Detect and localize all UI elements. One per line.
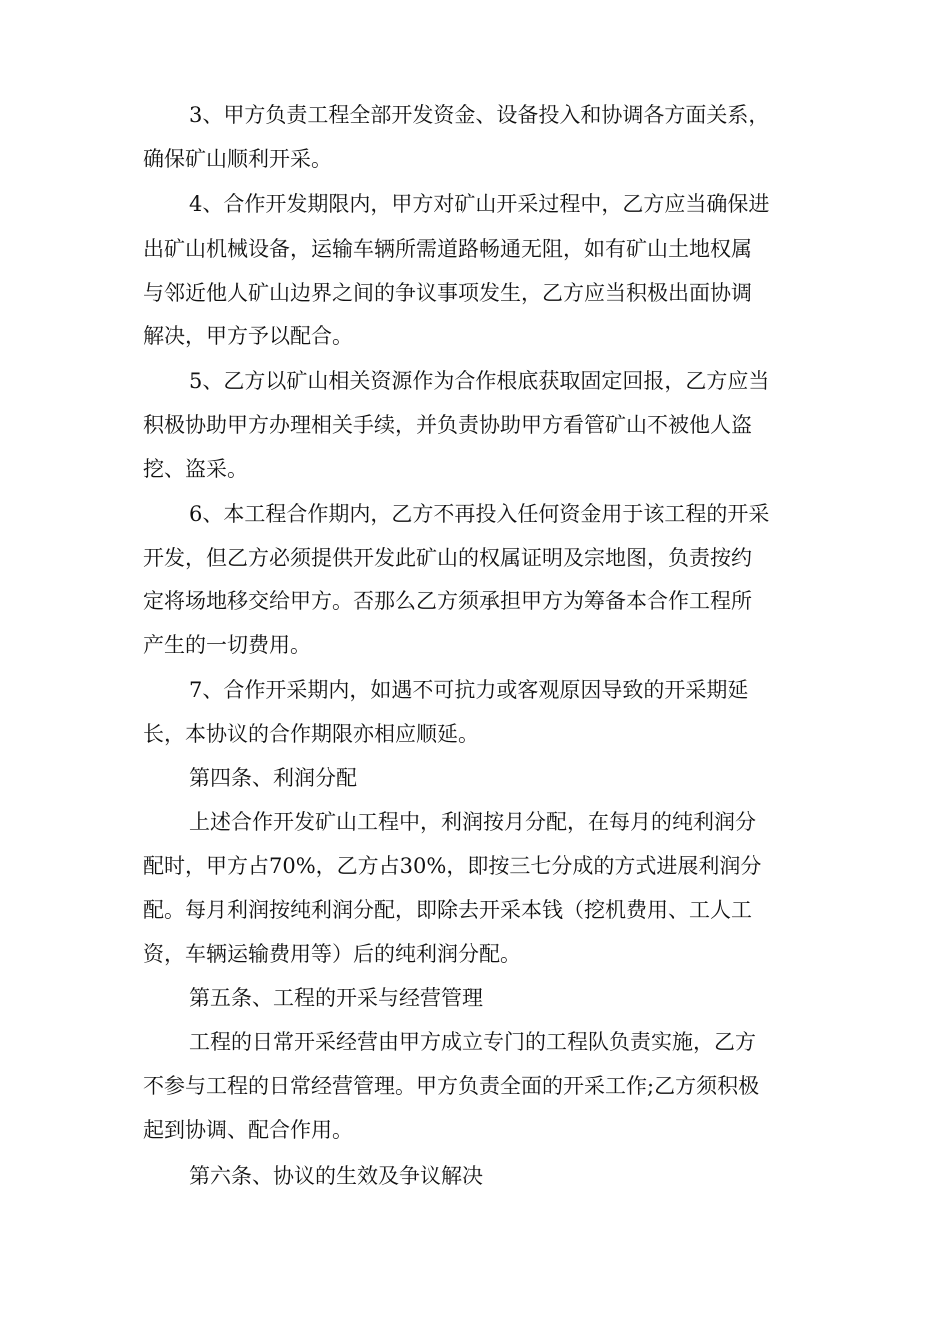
article-4-heading: 第四条、利润分配	[189, 766, 357, 790]
profit-paragraph-line-4: 资，车辆运输费用等）后的纯利润分配。	[143, 942, 521, 966]
paragraph-4-line-1: 4、合作开发期限内，甲方对矿山开采过程中，乙方应当确保进	[189, 192, 770, 216]
paragraph-5-line-3: 挖、盗采。	[143, 457, 248, 481]
management-paragraph-line-3: 起到协调、配合作用。	[143, 1118, 353, 1142]
paragraph-4-line-2: 出矿山机械设备，运输车辆所需道路畅通无阻，如有矿山土地权属	[143, 237, 752, 261]
profit-paragraph-line-1: 上述合作开发矿山工程中，利润按月分配，在每月的纯利润分	[189, 810, 756, 834]
paragraph-5-line-1: 5、乙方以矿山相关资源作为合作根底获取固定回报，乙方应当	[189, 369, 770, 393]
paragraph-3-line-2: 确保矿山顺利开采。	[143, 147, 332, 171]
paragraph-3-line-1: 3、甲方负责工程全部开发资金、设备投入和协调各方面关系，	[189, 103, 770, 127]
paragraph-5-line-2: 积极协助甲方办理相关手续，并负责协助甲方看管矿山不被他人盗	[143, 413, 752, 437]
paragraph-4-line-4: 解决，甲方予以配合。	[143, 324, 353, 348]
paragraph-6-line-3: 定将场地移交给甲方。否那么乙方须承担甲方为筹备本合作工程所	[143, 589, 752, 613]
paragraph-7-line-1: 7、合作开采期内，如遇不可抗力或客观原因导致的开采期延	[189, 678, 749, 702]
article-5-heading: 第五条、工程的开采与经营管理	[189, 986, 483, 1010]
management-paragraph-line-1: 工程的日常开采经营由甲方成立专门的工程队负责实施，乙方	[189, 1030, 756, 1054]
paragraph-6-line-2: 开发，但乙方必须提供开发此矿山的权属证明及宗地图，负责按约	[143, 546, 752, 570]
paragraph-6-line-4: 产生的一切费用。	[143, 633, 311, 657]
management-paragraph-line-2: 不参与工程的日常经营管理。甲方负责全面的开采工作;乙方须积极	[143, 1074, 760, 1098]
profit-paragraph-line-2: 配时，甲方占70%，乙方占30%，即按三七分成的方式进展利润分	[143, 854, 762, 878]
article-6-heading: 第六条、协议的生效及争议解决	[189, 1164, 483, 1188]
paragraph-7-line-2: 长，本协议的合作期限亦相应顺延。	[143, 722, 479, 746]
profit-paragraph-line-3: 配。每月利润按纯利润分配，即除去开采本钱（挖机费用、工人工	[143, 898, 752, 922]
paragraph-4-line-3: 与邻近他人矿山边界之间的争议事项发生，乙方应当积极出面协调	[143, 281, 752, 305]
paragraph-6-line-1: 6、本工程合作期内，乙方不再投入任何资金用于该工程的开采	[189, 502, 770, 526]
